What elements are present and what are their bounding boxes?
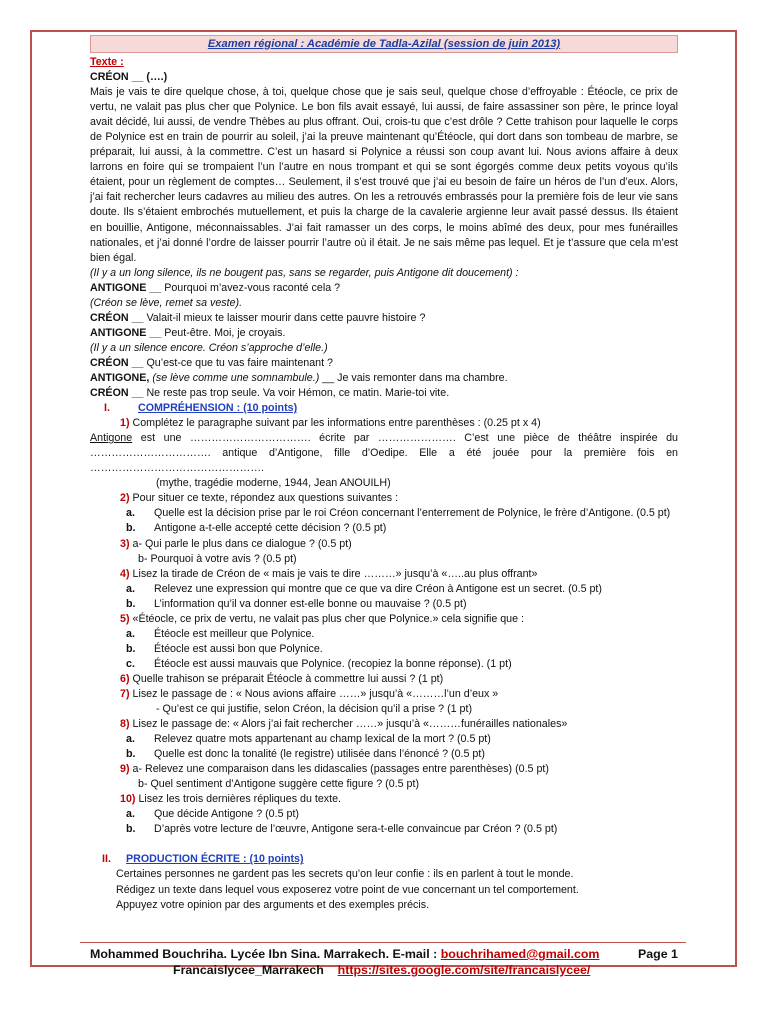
question-2: 2) Pour situer ce texte, répondez aux questions suivantes : [120, 492, 399, 505]
replique-6: CRÉON __ Ne reste pas trop seule. Va voir Hémon, ce matin. Marie-toi vite. [90, 387, 450, 400]
creon-intro: CRÉON __ (….) [90, 71, 168, 84]
production-line-1: Certaines personnes ne gardent pas les secrets qu’on leur confie : ils en parlent à tout le monde. [116, 868, 574, 881]
question-8a: a. Relevez quatre mots appartenant au champ lexical de la mort ? (0.5 pt) [126, 733, 491, 746]
question-9b: b- Quel sentiment d’Antigone suggère cette figure ? (0.5 pt) [138, 778, 420, 791]
creon-tirade: Mais je vais te dire quelque chose, à toi, quelque chose que je sais seul, quelque chose d’effroyable : Étéocle, ce prix de vertu, ne valait pas plus cher que Polynice. Le bon fils avait essayé, lui aussi, de faire assassiner son père, le prince loyal avait décidé, lui aussi, de vendre Thèbes au plus offrant. Oui, crois-tu que c’est drôle ? Cette trahison pour laquelle le corps de Polynice est en train de pourrir au soleil, j’ai la preuve maintenant qu’Étéocle, qui dort dans son tombeau de marbre, se préparait, lui aussi, à la commettre. C’est un hasard si Polynice a réussi son coup avant lui. Nous avions affaire à deux larrons en foire qui se trompaient l’un l’autre en nous trompant et qui se sont égorgés comme deux petits voyous qu’ils étaient, pour un règlement de comptes… Seulement, il s’est trouvé que j’ai eu besoin de faire un héros de l’un d’eux. Alors, j’ai fait rechercher leurs cadavres au milieu des autres. On les a retrouvés embrassés pour la première fois de leur vie sans doute. Ils s’étaient embrochés mutuellement, et puis la charge de la cavalerie argienne leur avait passé dessus. Ils étaient en bouillie, Antigone, méconnaissables. J’ai fait ramasser un des corps, le moins abîmé des deux, pour mes funérailles nationales, et j’ai donné l’ordre de laisser pourrir l’autre où il était. Je ne sais même pas lequel. Et je t’assure que cela m’est bien égal. [90, 86, 678, 264]
question-5a: a. Étéocle est meilleur que Polynice. [126, 627, 315, 640]
question-5: 5) «Étéocle, ce prix de vertu, ne valait pas plus cher que Polynice.» cela signifie que : [120, 612, 525, 625]
question-7: 7) Lisez le passage de : « Nous avions affaire ……» jusqu’à «………l’un d’eux » [120, 687, 499, 700]
question-1: 1) Complétez le paragraphe suivant par les informations entre parenthèses : (0.25 pt x 4) [120, 417, 541, 430]
section-2-heading: II. PRODUCTION ÉCRITE : (10 points) [102, 853, 304, 866]
question-4a: a. Relevez une expression qui montre que ce que va dire Créon à Antigone est un secret. (0.5 pt) [126, 582, 602, 595]
footer-site-name: Francaislycee_Marrakech [173, 963, 324, 977]
question-9: 9) a- Relevez une comparaison dans les didascalies (passages entre parenthèses) (0.5 pt) [120, 763, 549, 776]
question-6: 6) Quelle trahison se préparait Étéocle à commettre lui aussi ? (1 pt) [120, 672, 444, 685]
exam-header [90, 35, 678, 53]
footer-author-line [90, 947, 690, 961]
page-number: Page 1 [638, 947, 678, 961]
replique-2: CRÉON __ Valait-il mieux te laisser mourir dans cette pauvre histoire ? [90, 311, 426, 324]
didascalie-3: (Il y a un silence encore. Créon s’approche d’elle.) [90, 341, 328, 354]
question-3: 3) a- Qui parle le plus dans ce dialogue ? (0.5 pt) [120, 537, 352, 550]
question-3b: b- Pourquoi à votre avis ? (0.5 pt) [138, 552, 297, 565]
production-line-3: Appuyez votre opinion par des arguments et des exemples précis. [116, 898, 430, 911]
exam-title: Examen régional : Académie de Tadla-Azilal (session de juin 2013) [207, 38, 561, 50]
replique-4: CRÉON __ Qu’est-ce que tu vas faire maintenant ? [90, 356, 333, 369]
question-7-sub: - Qu’est ce qui justifie, selon Créon, la décision qu’il a prise ? (1 pt) [156, 703, 473, 716]
question-5b: b. Étéocle est aussi bon que Polynice. [126, 642, 323, 655]
question-10b: b. D’après votre lecture de l’œuvre, Antigone sera-t-elle convaincue par Créon ? (0.5 pt) [126, 823, 558, 836]
footer-divider [80, 942, 686, 943]
texte-label: Texte : [90, 56, 124, 68]
question-4b: b. L’information qu’il va donner est-elle bonne ou mauvaise ? (0.5 pt) [126, 597, 467, 610]
production-line-2: Rédigez un texte dans lequel vous exposerez votre point de vue concernant un tel comportement. [116, 883, 579, 896]
replique-1: ANTIGONE __ Pourquoi m’avez-vous raconté cela ? [90, 281, 341, 294]
question-1-paragraph: Antigone est une ……………………………. écrite par …………………. C’est une pièce de théâtre inspirée du ……………………………. antique d’Antigone, fille d’Oedipe. Elle a été jouée pour la première fois en …………………………………………. [90, 432, 678, 475]
document-body [90, 55, 678, 913]
question-5c: c. Étéocle est aussi mauvais que Polynice. (recopiez la bonne réponse). (1 pt) [126, 657, 512, 670]
question-8b: b. Quelle est donc la tonalité (le registre) utilisée dans l’énoncé ? (0.5 pt) [126, 748, 485, 761]
question-4: 4) Lisez la tirade de Créon de « mais je vais te dire ………» jusqu’à «…..au plus offrant» [120, 567, 538, 580]
question-10a: a. Que décide Antigone ? (0.5 pt) [126, 808, 299, 821]
didascalie-1: (Il y a un long silence, ils ne bougent pas, sans se regarder, puis Antigone dit doucement) : [90, 266, 519, 279]
question-2b: b. Antigone a-t-elle accepté cette décision ? (0.5 pt) [126, 522, 387, 535]
question-2a: a. Quelle est la décision prise par le roi Créon concernant l’enterrement de Polynice, le frère d’Antigone. (0.5 pt) [126, 507, 671, 520]
replique-3: ANTIGONE __ Peut-être. Moi, je croyais. [90, 326, 286, 339]
question-8: 8) Lisez le passage de: « Alors j’ai fait rechercher ……» jusqu’à «………funérailles nationales» [120, 718, 568, 731]
footer-author: Mohammed Bouchriha. Lycée Ibn Sina. Marrakech. E-mail : [90, 947, 441, 961]
question-10: 10) Lisez les trois dernières répliques du texte. [120, 793, 342, 806]
footer-site-link[interactable]: https://sites.google.com/site/francaislycee/ [337, 963, 591, 977]
footer-site-line [173, 963, 768, 977]
footer-email-link[interactable]: bouchrihamed@gmail.com [440, 947, 600, 961]
section-1-heading: I. COMPRÉHENSION : (10 points) [104, 402, 298, 415]
didascalie-2: (Créon se lève, remet sa veste). [90, 296, 243, 309]
question-1-choices: (mythe, tragédie moderne, 1944, Jean ANOUILH) [156, 477, 391, 490]
replique-5: ANTIGONE, (se lève comme une somnambule.) __ Je vais remonter dans ma chambre. [90, 371, 508, 384]
